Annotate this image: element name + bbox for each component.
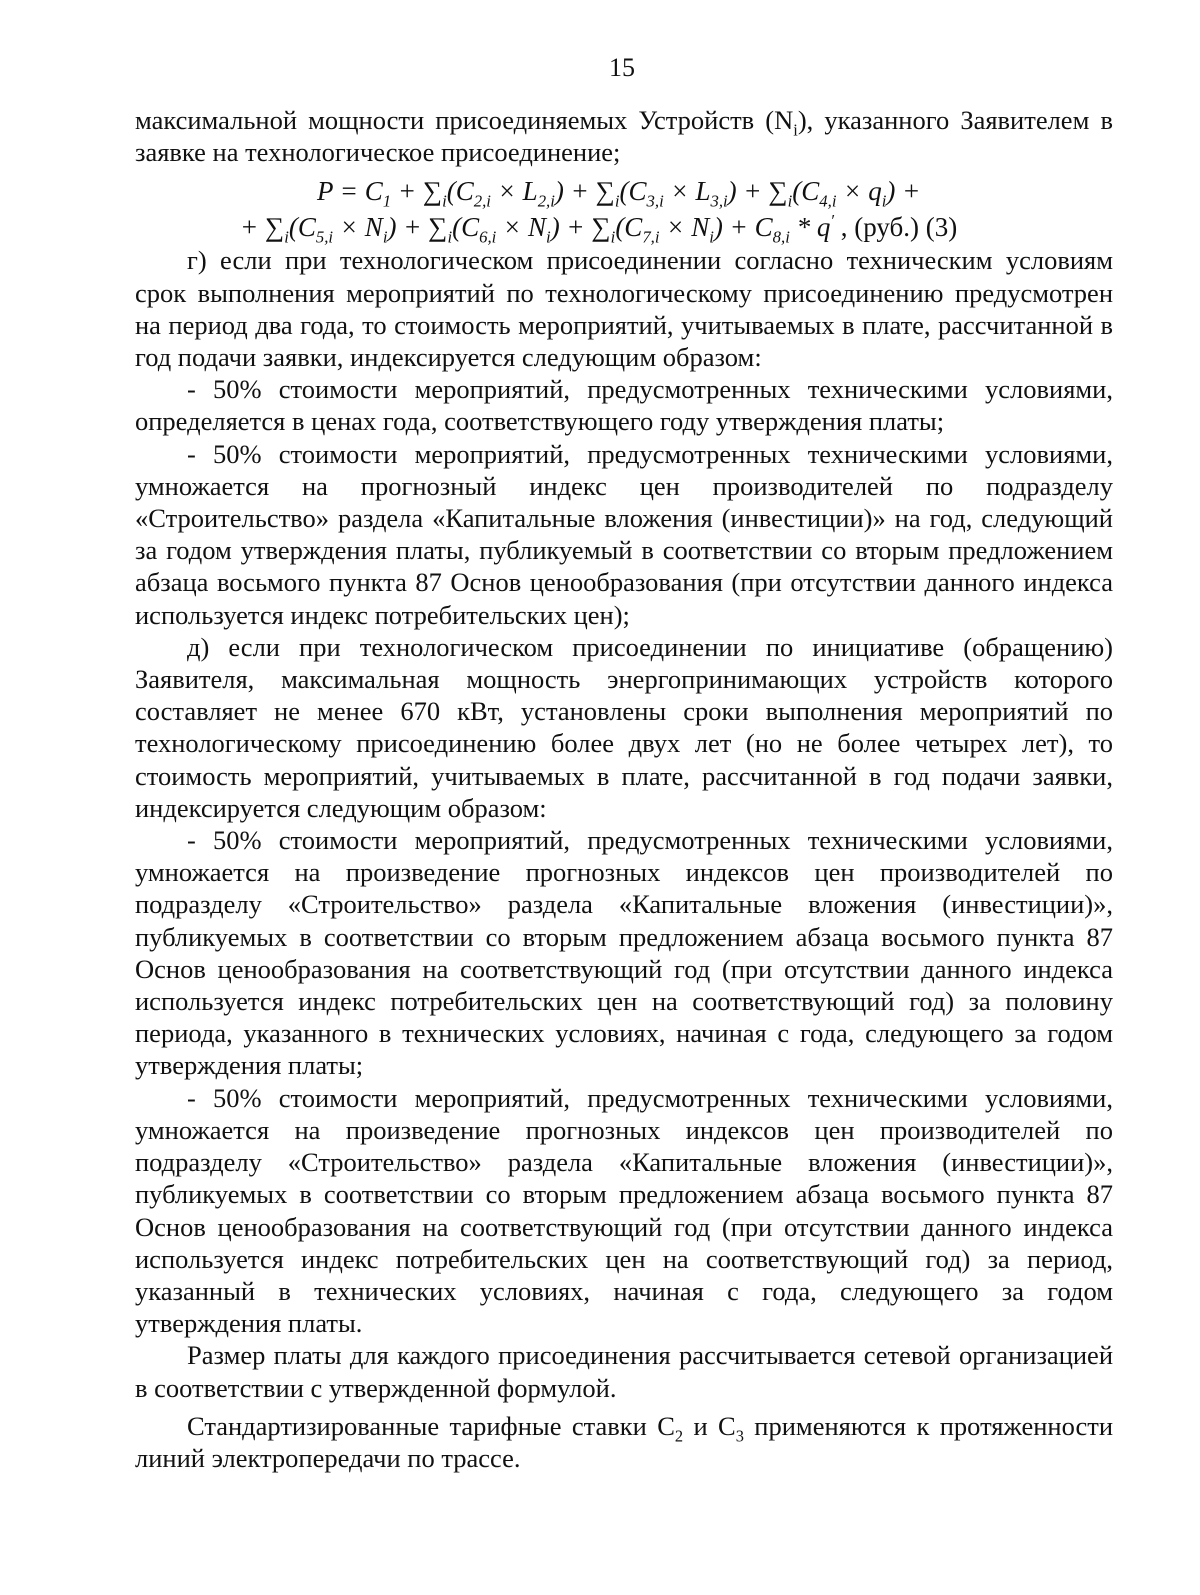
intro-paragraph: максимальной мощности присоединяемых Устройств $(N_i)$, указанного Заявителем в заявке на технологическое присоединение; bbox=[135, 105, 1113, 168]
paragraph-d-item-2: - 50% стоимости мероприятий, предусмотренных техническими условиями, умножается на произведение прогнозных индексов цен производителей по подразделу «Строительство» раздела «Капитальные вложения (инвестиции)», публикуемых в соответствии со вторым предложением абзаца восьмого пункта 87 Основ ценообразования на соответствующий год (при отсутствии данного индекса используется индекс потребительских цен на соответствующий год) за период, указанный в технических условиях, начиная с года, следующего за годом утверждения платы. bbox=[135, 1082, 1113, 1339]
formula-line-1: $P = C_1 + \sum_i(C_{2,i} \times L_{2,i}) + \sum_i(C_{3,i} \times L_{3,i}) + \sum_i(C_{4,i} \times q_i)$ + bbox=[317, 176, 921, 211]
paragraph-d-item-1: - 50% стоимости мероприятий, предусмотренных техническими условиями, умножается на произведение прогнозных индексов цен производителей по подразделу «Строительство» раздела «Капитальные вложения (инвестиции)», публикуемых в соответствии со вторым предложением абзаца восьмого пункта 87 Основ ценообразования на соответствующий год (при отсутствии данного индекса используется индекс потребительских цен на соответствующий год) за половину периода, указанного в технических условиях, начиная с года, следующего за годом утверждения платы; bbox=[135, 825, 1113, 1081]
paragraph-g-item-1: - 50% стоимости мероприятий, предусмотренных техническими условиями, определяется в ценах года, соответствующего году утверждения платы; bbox=[135, 374, 1113, 437]
paragraph-g: г) если при технологическом присоединении согласно техническим условиям срок выполнения мероприятий по технологическому присоединению предусмотрен на период два года, то стоимость мероприятий, учитываемых в плате, рассчитанной в год подачи заявки, индексируется следующим образом: bbox=[135, 245, 1113, 373]
document-body bbox=[135, 104, 1113, 1474]
formula-line-2: + $\sum_i(C_{5,i} \times N_i) + \sum_i(C_{6,i} \times N_i) + \sum_i(C_{7,i} \times N_i) + C_{8,i} * q'$ , (руб.) (3) bbox=[240, 211, 958, 247]
paragraph-d: д) если при технологическом присоединении по инициативе (обращению) Заявителя, максимальная мощность энергопринимающих устройств которого составляет не менее 670 кВт, установлены сроки выполнения мероприятий по технологическому присоединению более двух лет (но не более четырех лет), то стоимость мероприятий, учитываемых в плате, рассчитанной в год подачи заявки, индексируется следующим образом: bbox=[135, 631, 1113, 823]
page-number: 15 bbox=[609, 53, 635, 82]
formula-unit: , (руб.) (3) bbox=[840, 212, 958, 243]
paragraph-tariff-rates: Стандартизированные тарифные ставки $С_2$ и $С_3$ применяются к протяженности линий электропередачи по трассе. bbox=[135, 1410, 1114, 1473]
paragraph-payment-size: Размер платы для каждого присоединения рассчитывается сетевой организацией в соответствии с утвержденной формулой. bbox=[135, 1340, 1113, 1403]
paragraph-g-item-2: - 50% стоимости мероприятий, предусмотренных техническими условиями, умножается на прогнозный индекс цен производителей по подразделу «Строительство» раздела «Капитальные вложения (инвестиции)» на год, следующий за годом утверждения платы, публикуемый в соответствии со вторым предложением абзаца восьмого пункта 87 Основ ценообразования (при отсутствии данного индекса используется индекс потребительских цен); bbox=[135, 438, 1113, 630]
